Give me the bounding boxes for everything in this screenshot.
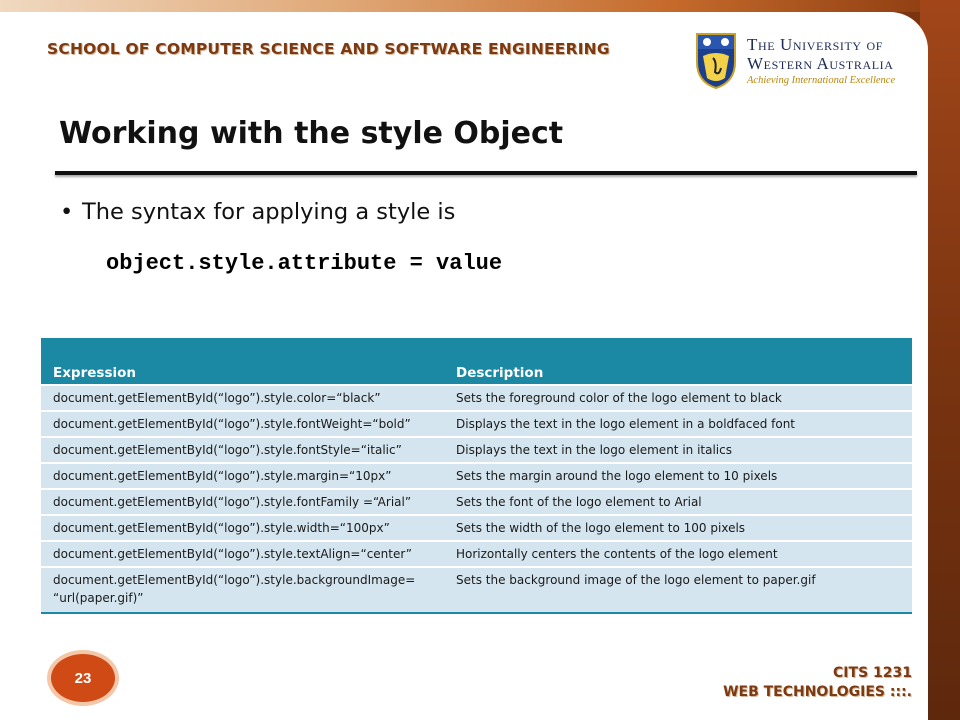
table-row (41, 411, 912, 437)
column-header-description: Description (444, 338, 912, 385)
description-cell: Displays the text in the logo element in a boldfaced font (444, 411, 912, 437)
expression-cell: document.getElementById(“logo”).style.color=“black” (41, 385, 444, 411)
expression-cell: document.getElementById(“logo”).style.fontFamily =“Arial” (41, 489, 444, 515)
expression-cell: document.getElementById(“logo”).style.fontWeight=“bold” (41, 411, 444, 437)
description-cell: Sets the width of the logo element to 100 pixels (444, 515, 912, 541)
expression-cell: document.getElementById(“logo”).style.width=“100px” (41, 515, 444, 541)
bullet-point (60, 199, 455, 225)
bullet-marker: • (60, 199, 74, 225)
university-motto: Achieving International Excellence (747, 75, 896, 86)
university-crest-icon (695, 32, 737, 90)
table-row (41, 437, 912, 463)
school-heading: SCHOOL OF COMPUTER SCIENCE AND SOFTWARE ENGINEERING (47, 40, 610, 58)
top-accent-bar (0, 0, 960, 12)
bullet-text: The syntax for applying a style is (82, 199, 456, 225)
description-cell: Sets the background image of the logo element to paper.gif (444, 567, 912, 613)
description-cell: Displays the text in the logo element in italics (444, 437, 912, 463)
description-cell: Horizontally centers the contents of the logo element (444, 541, 912, 567)
course-code: CITS 1231 (833, 665, 912, 681)
description-cell: Sets the margin around the logo element to 10 pixels (444, 463, 912, 489)
description-cell: Sets the font of the logo element to Arial (444, 489, 912, 515)
page-number-badge: 23 (51, 654, 115, 702)
table-row (41, 567, 912, 613)
expression-cell: document.getElementById(“logo”).style.backgroundImage= “url(paper.gif)” (41, 567, 444, 613)
university-name (747, 35, 894, 73)
slide-title: Working with the style Object (59, 116, 564, 151)
table-row (41, 463, 912, 489)
table-row (41, 489, 912, 515)
description-cell: Sets the foreground color of the logo element to black (444, 385, 912, 411)
university-name-line1: The University of (747, 35, 884, 54)
expression-cell: document.getElementById(“logo”).style.fontStyle=“italic” (41, 437, 444, 463)
table-row (41, 515, 912, 541)
table-row (41, 541, 912, 567)
course-label (723, 664, 912, 702)
university-name-line2: Western Australia (747, 54, 894, 73)
style-properties-table (41, 338, 912, 614)
syntax-code: object.style.attribute = value (106, 251, 503, 276)
table-row (41, 385, 912, 411)
column-header-expression: Expression (41, 338, 444, 385)
expression-cell: document.getElementById(“logo”).style.margin=“10px” (41, 463, 444, 489)
course-name: WEB TECHNOLOGIES :::. (723, 684, 912, 700)
expression-cell: document.getElementById(“logo”).style.textAlign=“center” (41, 541, 444, 567)
table-header-row (41, 338, 912, 385)
university-logo (695, 32, 905, 92)
title-underline (55, 171, 917, 175)
